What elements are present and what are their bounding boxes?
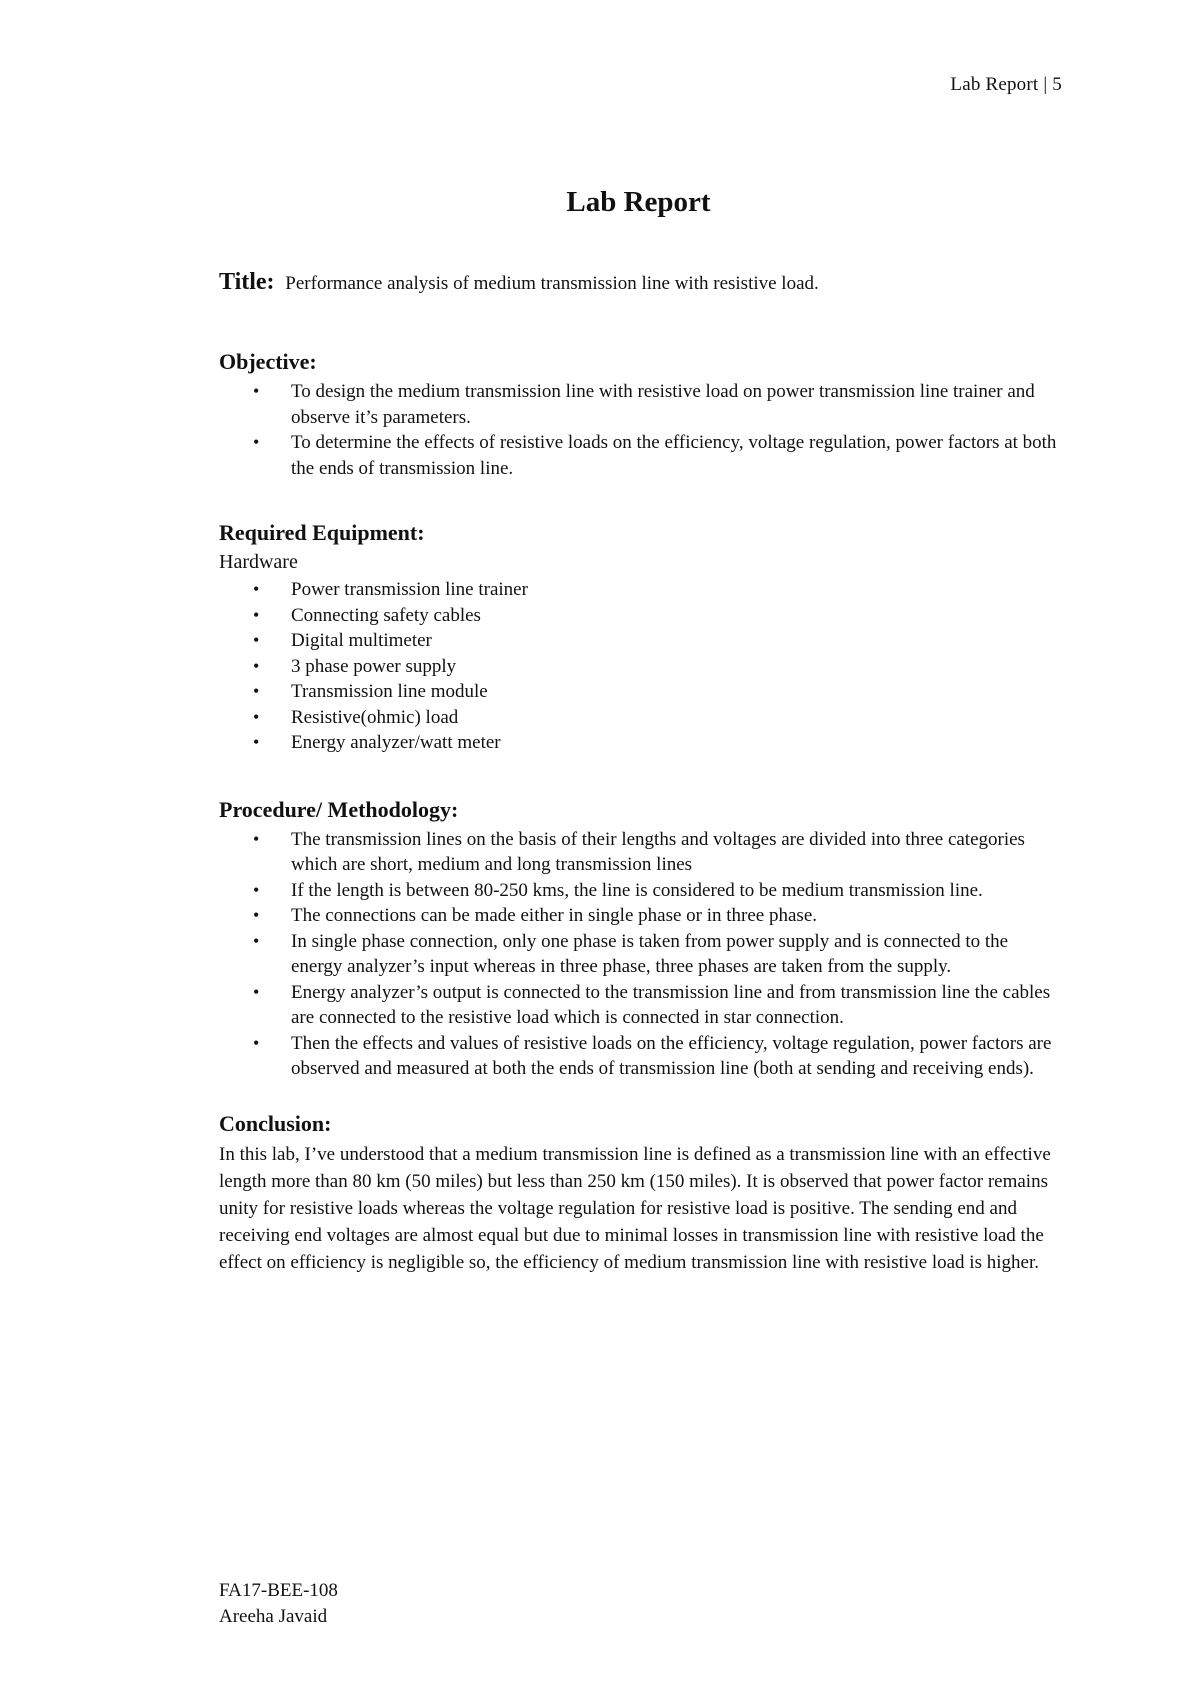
bullet-icon: • <box>253 604 260 625</box>
list-item: • Then the effects and values of resistive loads on the efficiency, voltage regulation, power factors are observed and measured at both the ends of transmission line (both at sending and receiving ends). <box>253 1032 1052 1079</box>
list-item: • Energy analyzer’s output is connected to the transmission line and from transmission line the cables are connected to the resistive load which is connected in star connection. <box>253 981 1051 1028</box>
title-line <box>219 270 1059 296</box>
list-item: • Power transmission line trainer <box>291 577 1059 603</box>
bullet-icon: • <box>253 381 260 401</box>
page-header: Lab Report | 5 <box>950 74 1062 95</box>
title-label: Title: <box>219 269 275 295</box>
bullet-icon: • <box>253 432 260 452</box>
bullet-icon: • <box>253 681 260 701</box>
bullet-icon: • <box>253 732 260 752</box>
bullet-icon: • <box>253 1032 260 1053</box>
hardware-label: Hardware <box>219 551 298 573</box>
student-id: FA17-BEE-108 <box>219 1580 338 1601</box>
conclusion-heading: Conclusion: <box>219 1110 332 1136</box>
list-item: • To determine the effects of resistive loads on the efficiency, voltage regulation, power factors at both the ends of transmission line. <box>253 432 1057 479</box>
list-item: • The connections can be made either in single phase or in three phase. <box>291 903 1059 929</box>
objective-heading: Objective: <box>219 349 317 374</box>
objective-section <box>219 348 1059 481</box>
bullet-icon: • <box>253 655 260 676</box>
list-item: • Transmission line module <box>291 679 1059 705</box>
bullet-icon: • <box>253 879 260 900</box>
list-item: • Energy analyzer/watt meter <box>291 730 1059 756</box>
list-item: • To design the medium transmission line with resistive load on power transmission line trainer and observe it’s parameters. <box>253 381 1035 428</box>
conclusion-section <box>219 1110 1059 1276</box>
bullet-icon: • <box>253 630 260 650</box>
bullet-icon: • <box>253 905 260 925</box>
title-text: Performance analysis of medium transmission line with resistive load. <box>285 273 819 294</box>
list-item: • The transmission lines on the basis of their lengths and voltages are divided into three categories which are short, medium and long transmission lines <box>253 828 1025 875</box>
bullet-icon: • <box>253 579 260 599</box>
list-item: • 3 phase power supply <box>291 654 1059 680</box>
list-item: • Digital multimeter <box>291 628 1059 654</box>
list-item: • In single phase connection, only one phase is taken from power supply and is connected to the energy analyzer’s input whereas in three phase, three phases are taken from the supply. <box>253 930 1009 977</box>
conclusion-paragraph: In this lab, I’ve understood that a medium transmission line is defined as a transmission line with an effective length more than 80 km (50 miles) but less than 250 km (150 miles). It is observed that power factor remains unity for resistive loads whereas the voltage regulation for resistive load is positive. The sending end and receiving end voltages are almost equal but due to minimal losses in transmission line with resistive load the effect on efficiency is negligible so, the efficiency of medium transmission line with resistive load is higher. <box>219 1143 1051 1273</box>
equipment-heading: Required Equipment: <box>219 520 425 545</box>
bullet-icon: • <box>253 930 260 951</box>
procedure-section <box>219 796 1059 1082</box>
objective-list <box>219 379 1059 481</box>
procedure-list <box>219 827 1059 1082</box>
footer <box>219 1578 338 1630</box>
list-item: • Resistive(ohmic) load <box>291 705 1059 731</box>
list-item: • Connecting safety cables <box>291 603 1059 629</box>
list-item: • If the length is between 80-250 kms, the line is considered to be medium transmission line. <box>291 878 1059 904</box>
equipment-list <box>219 577 1059 756</box>
bullet-icon: • <box>253 706 260 727</box>
document-body <box>219 270 1059 1276</box>
procedure-heading: Procedure/ Methodology: <box>219 796 459 822</box>
bullet-icon: • <box>253 828 260 849</box>
equipment-section <box>219 519 1059 756</box>
document-heading: Lab Report <box>566 186 711 218</box>
student-name: Areeha Javaid <box>219 1606 328 1627</box>
bullet-icon: • <box>253 981 260 1002</box>
